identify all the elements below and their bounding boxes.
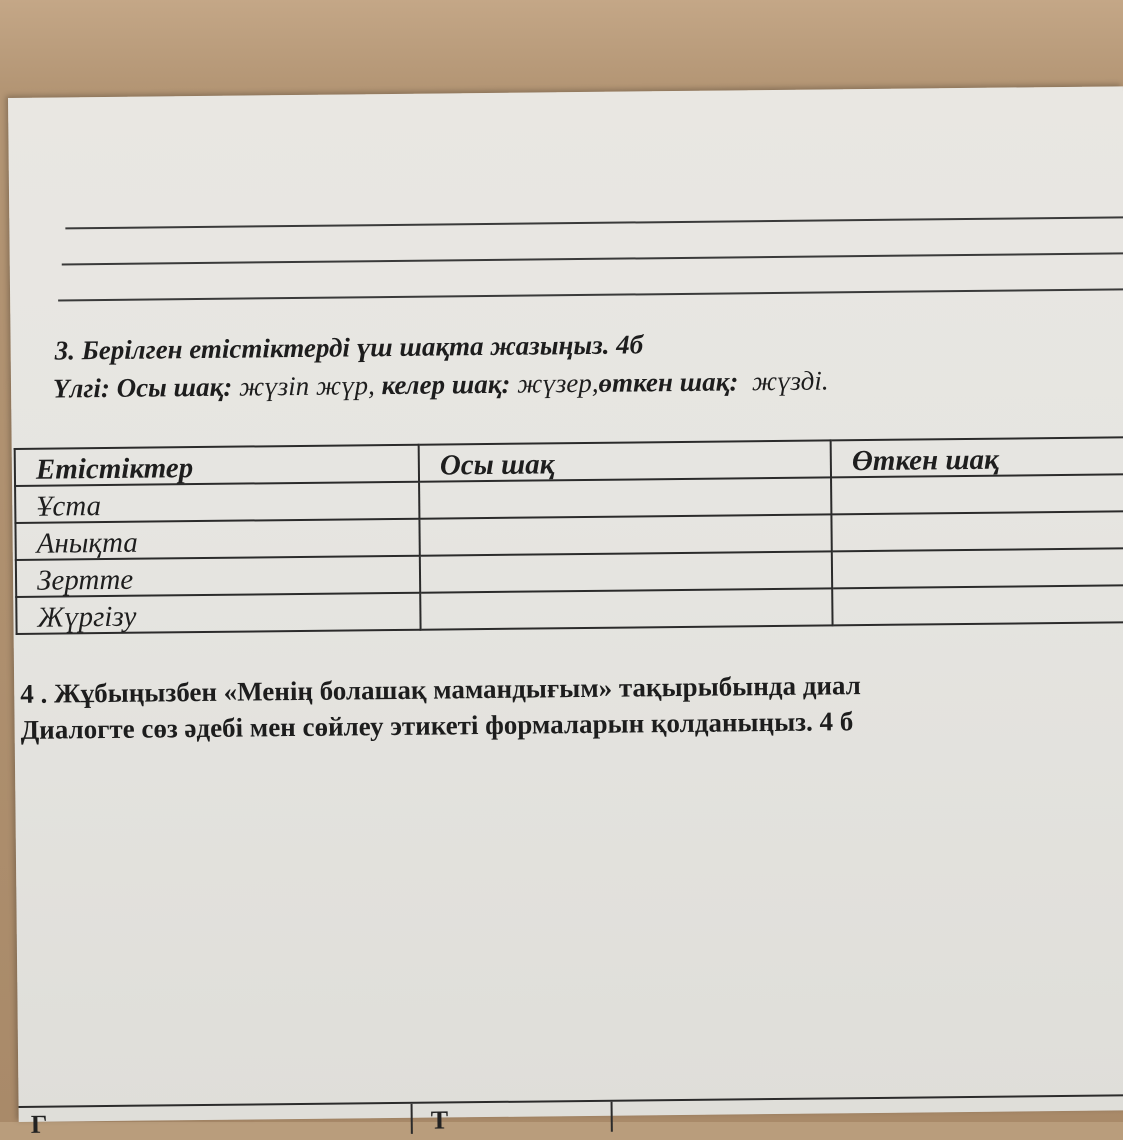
answer-line-3 — [58, 288, 1123, 301]
present-answer-cell[interactable] — [420, 588, 832, 629]
present-answer-cell[interactable] — [419, 514, 831, 555]
header-present: Осы шақ — [419, 440, 831, 481]
present-answer-cell[interactable] — [419, 477, 831, 518]
sample-present: жүзіп жүр, — [238, 370, 375, 402]
header-verbs: Етістіктер — [15, 445, 419, 486]
task-3-sample — [53, 365, 829, 404]
task-4 — [20, 667, 861, 748]
task-3-title — [54, 329, 643, 366]
verb-cell: Зертте — [16, 556, 420, 597]
sample-future: жүзер, — [517, 367, 599, 399]
verb-cell: Жүргізу — [16, 593, 420, 634]
header-past: Өткен шақ — [831, 437, 1123, 477]
bottom-divider — [611, 1102, 613, 1132]
present-answer-cell[interactable] — [420, 551, 832, 592]
sample-prefix: Үлгі: Осы шақ: — [52, 371, 233, 404]
bottom-cell-2-text: Т — [430, 1105, 449, 1135]
task-4-line-2: Диалогте сөз әдебі мен сөйлеу этикеті формаларын қолданыңыз. 4 б — [20, 706, 854, 745]
bottom-cell-1-text: Г — [30, 1109, 48, 1139]
task-3-title-text: 3. Берілген етістіктерді үш шақта жазыңыз. 4б — [54, 329, 644, 366]
past-answer-cell[interactable] — [832, 548, 1123, 588]
verb-tense-table — [14, 436, 1123, 635]
bottom-divider — [411, 1104, 413, 1134]
answer-line-1 — [65, 216, 1123, 229]
worksheet-page — [8, 86, 1123, 1139]
bottom-table-edge — [19, 1094, 1123, 1138]
sample-future-label: келер шақ: — [381, 368, 511, 401]
answer-line-2 — [62, 252, 1123, 265]
sample-past-label: өткен шақ: — [598, 366, 739, 398]
past-answer-cell[interactable] — [831, 511, 1123, 551]
past-answer-cell[interactable] — [831, 474, 1123, 514]
past-answer-cell[interactable] — [832, 585, 1123, 625]
sample-past: жүзді. — [751, 365, 829, 397]
task-4-line-1: 4 . Жұбыңызбен «Менің болашақ мамандығым» тақырыбында диал — [20, 670, 861, 709]
verb-cell: Ұста — [15, 482, 419, 523]
verb-cell: Анықта — [15, 519, 419, 560]
